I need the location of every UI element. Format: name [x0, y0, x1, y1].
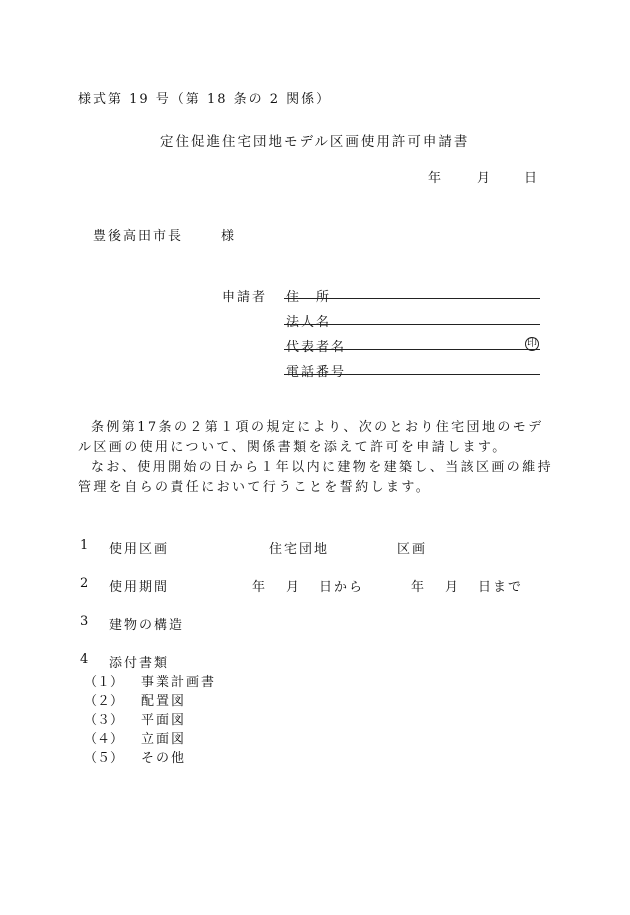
item-4-label: 添付書類 [109, 656, 170, 671]
form-number: 様式第 19 号（第 18 条の 2 関係） [78, 92, 332, 107]
document-title: 定住促進住宅団地モデル区画使用許可申請書 [160, 134, 470, 150]
attachment-2-label: 配置図 [141, 694, 187, 709]
item-2-label: 使用期間 [109, 580, 170, 595]
date-year-label: 年 [428, 171, 442, 186]
item-2-end-year: 年 [411, 580, 425, 595]
attachment-5-label: その他 [141, 751, 187, 766]
item-1-housing-estate: 住宅団地 [269, 542, 330, 557]
item-3-label: 建物の構造 [109, 618, 185, 633]
item-2-end-day: 日まで [478, 580, 524, 595]
date-month-label: 月 [477, 171, 491, 186]
item-2-end-month: 月 [445, 580, 459, 595]
attachment-1-label: 事業計画書 [141, 675, 217, 690]
phone-label: 電話番号 [286, 365, 347, 380]
item-1-number: 1 [80, 538, 89, 553]
item-2-start-day: 日から [319, 580, 365, 595]
attachment-3-label: 平面図 [141, 713, 187, 728]
item-1-label: 使用区画 [109, 542, 170, 557]
address-label: 住 所 [286, 290, 332, 305]
representative-label: 代表者名 [286, 340, 347, 355]
attachment-5-number: （５） [84, 751, 124, 766]
date-day-label: 日 [524, 171, 538, 186]
item-2-number: 2 [80, 576, 89, 591]
attachment-1-number: （１） [84, 675, 124, 690]
body-text [78, 418, 556, 498]
item-2-start-year: 年 [252, 580, 266, 595]
item-2-start-month: 月 [286, 580, 300, 595]
address-field-line [284, 298, 540, 299]
seal-mark: 印 [527, 338, 537, 349]
corporate-name-field-line [284, 324, 540, 325]
body-paragraph-1: 条例第17条の２第１項の規定により、次のとおり住宅団地のモデル区画の使用について、関係書類を添えて許可を申請します。 [78, 420, 544, 455]
item-1-plot: 区画 [397, 542, 428, 557]
phone-field-line [284, 374, 540, 375]
item-4-number: 4 [80, 652, 89, 667]
representative-field-line [284, 349, 540, 350]
addressee-honorific: 様 [221, 229, 235, 244]
body-paragraph-2: なお、使用開始の日から１年以内に建物を建築し、当該区画の維持管理を自らの責任において行うことを誓約します。 [78, 460, 554, 495]
corporate-name-label: 法人名 [286, 315, 332, 330]
attachment-4-number: （４） [84, 732, 124, 747]
attachment-4-label: 立面図 [141, 732, 187, 747]
attachment-3-number: （３） [84, 713, 124, 728]
attachment-2-number: （２） [84, 694, 124, 709]
addressee-name: 豊後高田市長 [93, 229, 184, 244]
applicant-label: 申請者 [222, 290, 268, 305]
item-3-number: 3 [80, 614, 89, 629]
